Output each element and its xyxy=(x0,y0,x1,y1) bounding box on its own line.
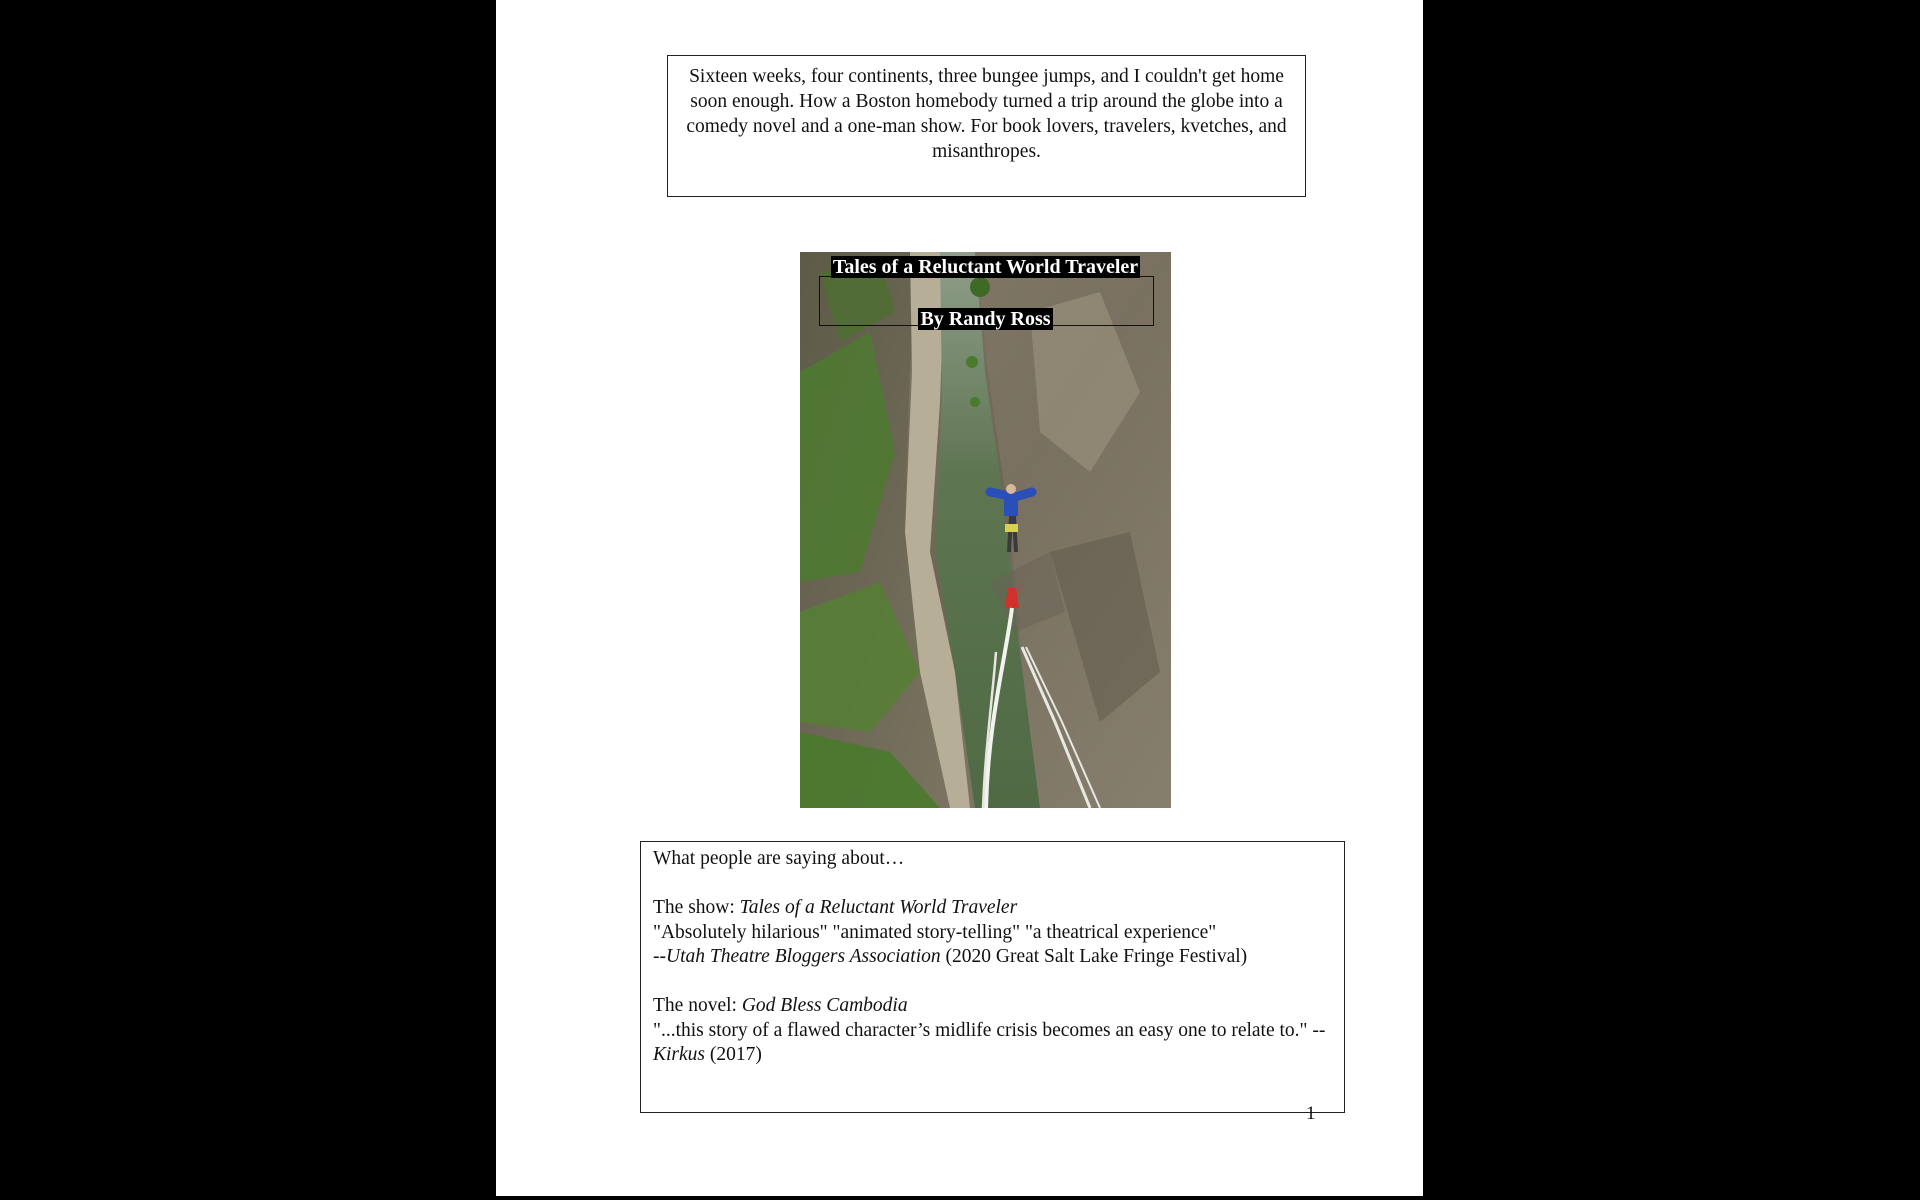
cover-title: Tales of a Reluctant World Traveler xyxy=(832,256,1139,278)
show-review-quote: "Absolutely hilarious" "animated story-telling" "a theatrical experience" xyxy=(653,921,1217,943)
blurb-text-box xyxy=(667,55,1306,197)
book-cover-image xyxy=(800,252,1171,808)
show-review-source: Utah Theatre Bloggers Association xyxy=(666,946,941,967)
novel-review-quote-line: "...this story of a flawed character’s midlife crisis becomes an easy one to relate to." --Kirkus (2017) xyxy=(653,1019,1326,1065)
cover-author: By Randy Ross xyxy=(920,308,1051,330)
bungee-canyon-illustration xyxy=(800,252,1171,808)
show-review-title-line: The show: Tales of a Reluctant World Traveler xyxy=(653,897,1018,918)
document-page xyxy=(496,0,1423,1196)
show-review-source-line: --Utah Theatre Bloggers Association (2020 Great Salt Lake Fringe Festival) xyxy=(653,946,1248,967)
novel-title: God Bless Cambodia xyxy=(741,995,908,1016)
novel-review-title-line: The novel: God Bless Cambodia xyxy=(653,995,908,1016)
show-title: Tales of a Reluctant World Traveler xyxy=(739,897,1018,918)
page-number: 1 xyxy=(1306,1103,1316,1124)
novel-review-source: Kirkus xyxy=(653,1044,706,1065)
blurb-text: Sixteen weeks, four continents, three bungee jumps, and I couldn't get home soon enough. How a Boston homebody turned a trip around the globe into a comedy novel and a one-man show. For book lovers, travelers, kvetches, and misanthropes. xyxy=(686,66,1287,162)
reviews-box xyxy=(640,841,1345,1113)
reviews-heading: What people are saying about… xyxy=(653,848,905,869)
